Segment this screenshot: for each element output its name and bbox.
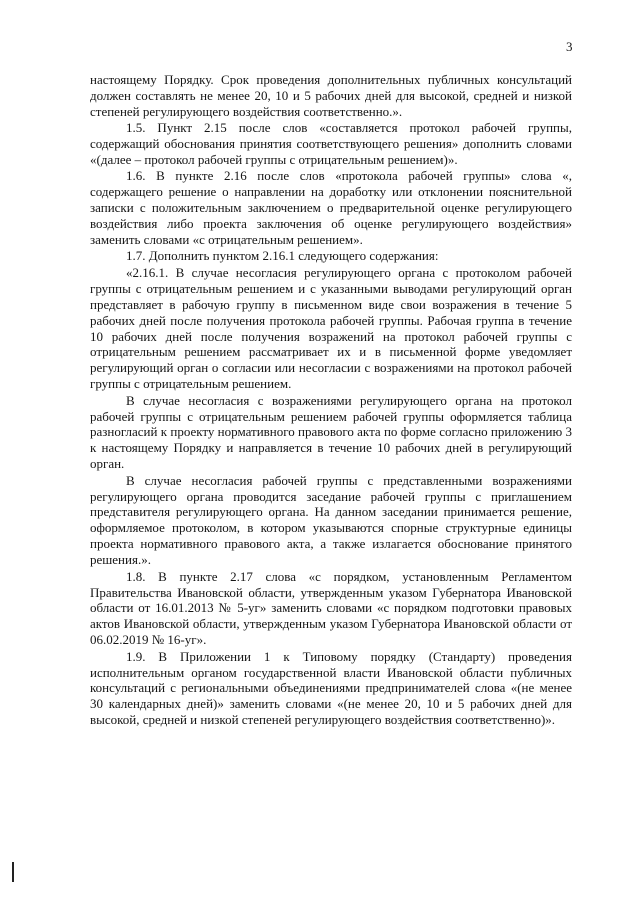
paragraph-1-7: 1.7. Дополнить пунктом 2.16.1 следующего содержания:: [126, 248, 439, 264]
page-number: 3: [566, 39, 573, 54]
paragraph-disagreement-table: В случае несогласия с возражениями регулирующего органа на протокол рабочей группы с отрицательным решением рабочей группы оформляется таблица разногласий к проекту нормативного правового акта по форме согласно приложению 3 к настоящему Порядку и направляется в течение 10 рабочих дней в регулирующий орган.: [90, 392, 572, 472]
paragraph-continuation: настоящему Порядку. Срок проведения дополнительных публичных консультаций должен составлять не менее 20, 10 и 5 рабочих дней для высокой, средней и низкой степеней регулирующего воздействия соответственно.».: [90, 72, 572, 119]
paragraph-1-6: 1.6. В пункте 2.16 после слов «протокола рабочей группы» слова «, содержащего решение о направлении на доработку или отклонении пояснительной записки с положительным заключением о предварительной оценке регулирующего воздействия либо проекта заключения об оценке регулирующего воздействия» заменить словами «с отрицательным решением».: [90, 168, 572, 248]
paragraph-working-group-meeting: В случае несогласия рабочей группы с представленными возражениями регулирующего органа проводится заседание рабочей группы с приглашением представителя регулирующего органа. На данном заседании принимается решение, оформляемое протоколом, в котором указываются спорные структурные единицы проекта нормативного правового акта, а также излагается обоснование принятого решения.».: [90, 472, 572, 568]
paragraph-2-16-1: «2.16.1. В случае несогласия регулирующего органа с протоколом рабочей группы с отрицательным решением и с указанными выводами регулирующий орган представляет в рабочую группу в письменном виде свои возражения в течение 5 рабочих дней после получения протокола рабочей группы. Рабочая группа в течение 10 рабочих дней после получения возражений на протокол рабочей группы с отрицательным решением рассматривает их и в письменной форме уведомляет регулирующий орган о согласии или несогласии с возражениями на протокол рабочей группы с отрицательным решением.: [90, 264, 572, 392]
paragraph-1-5: 1.5. Пункт 2.15 после слов «составляется протокол рабочей группы, содержащий обоснования принятия соответствующего решения» дополнить словами «(далее – протокол рабочей группы с отрицательным решением)».: [90, 120, 572, 168]
paragraph-1-8: 1.8. В пункте 2.17 слова «с порядком, установленным Регламентом Правительства Ивановской области, утвержденным указом Губернатора Ивановской области от 16.01.2013 № 5-уг» заменить словами «с порядком подготовки правовых актов Ивановской области, утвержденным указом Губернатора Ивановской области от 06.02.2019 № 16-уг».: [90, 568, 572, 648]
document-body: [90, 72, 572, 729]
scan-margin-mark: [12, 862, 14, 882]
paragraph-1-9: 1.9. В Приложении 1 к Типовому порядку (Стандарту) проведения исполнительным органом государственной власти Ивановской области публичных консультаций с региональными объединениями предпринимателей слова «(не менее 30 календарных дней)» заменить словами «(не менее 20, 10 и 5 рабочих дней для высокой, средней и низкой степеней регулирующего воздействия соответственно)».: [90, 648, 572, 728]
